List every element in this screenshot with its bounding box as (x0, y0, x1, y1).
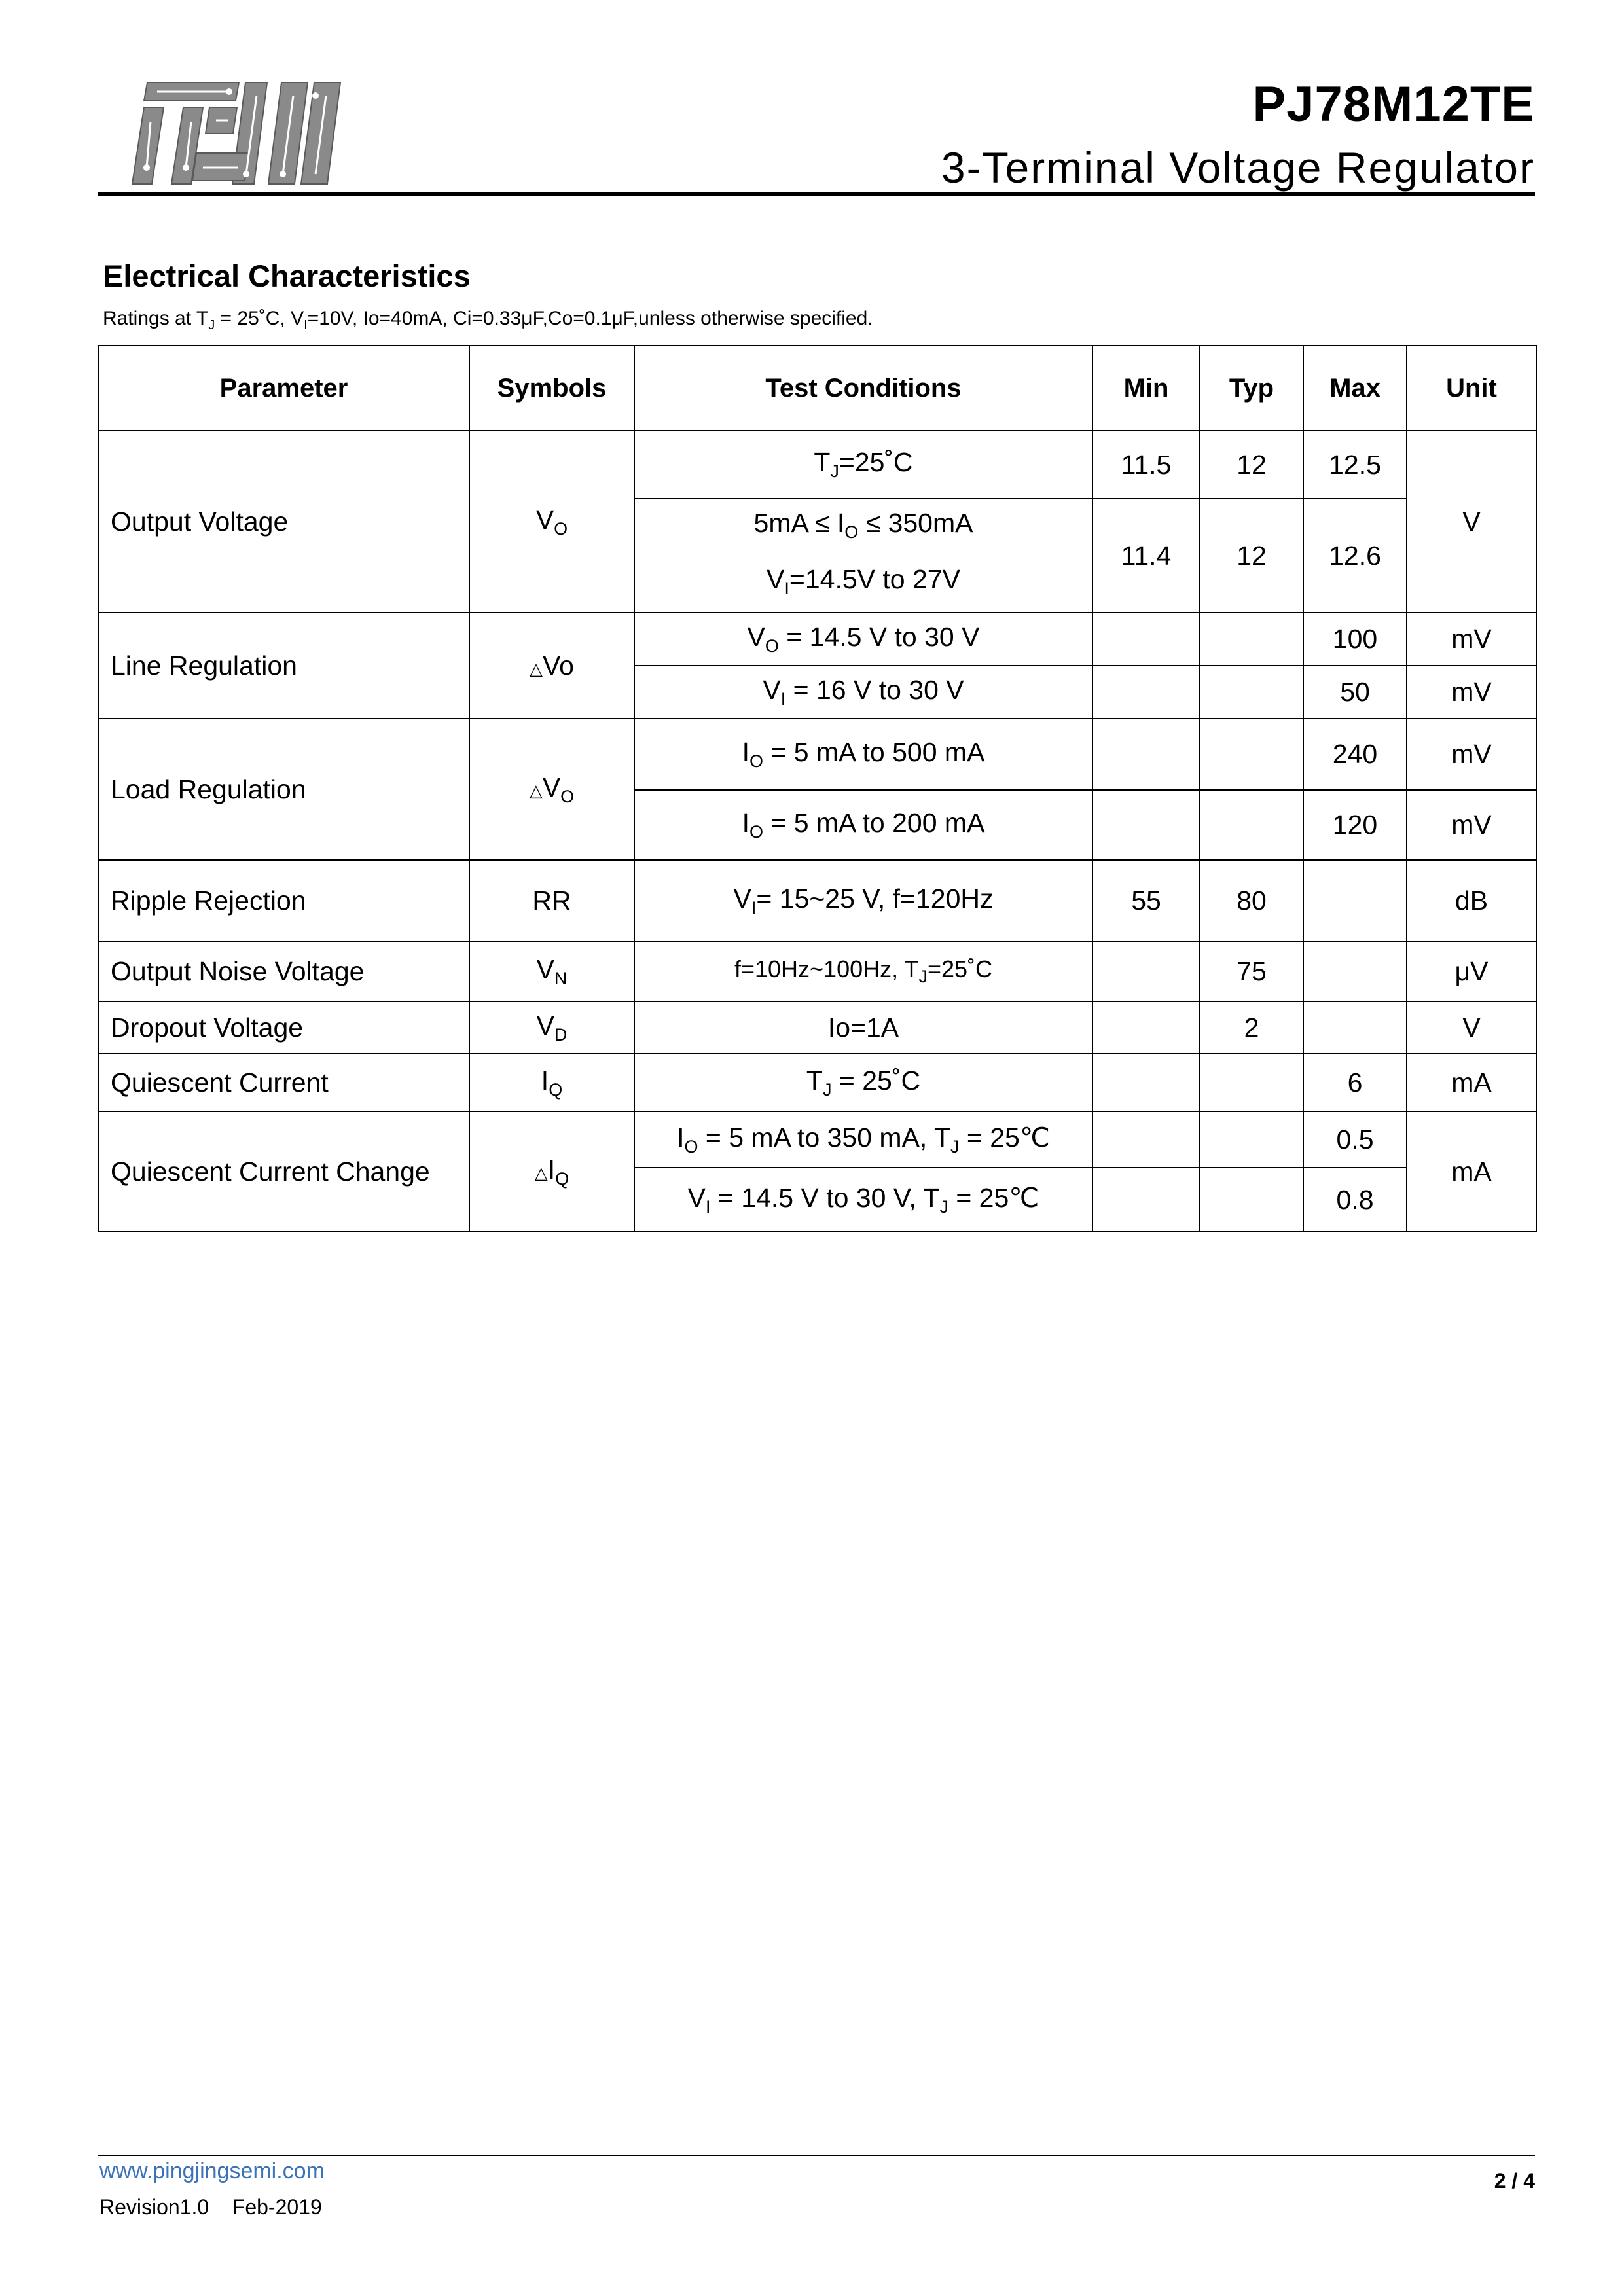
header-min: Min (1092, 346, 1200, 431)
header-divider (98, 192, 1535, 196)
unit-value: V (1407, 1001, 1536, 1054)
page-header (98, 72, 1535, 196)
max-value: 100 (1303, 613, 1407, 666)
condition: $T_J$ = 25˚C (634, 1054, 1092, 1111)
header-symbols: Symbols (469, 346, 634, 431)
max-value: 0.5 (1303, 1111, 1407, 1168)
max-value: 12.5 (1303, 431, 1407, 499)
param-output-voltage: Output Voltage (98, 431, 469, 613)
unit-value: μV (1407, 941, 1536, 1001)
symbol-iq: $I_Q$ (469, 1054, 634, 1111)
condition: $5mA \le I_O \le 350mA$ $V_I=14.5V$ to 27V (634, 499, 1092, 613)
condition: $V_O = 14.5$ V to 30 V (634, 613, 1092, 666)
footer-website-link[interactable]: www.pingjingsemi.com (99, 2159, 325, 2183)
unit-value: mA (1407, 1111, 1536, 1232)
symbol-vn: $V_N$ (469, 941, 634, 1001)
table-row (98, 941, 1536, 1001)
unit-value: mV (1407, 719, 1536, 790)
param-load-regulation: Load Regulation (98, 719, 469, 860)
param-line-regulation: Line Regulation (98, 613, 469, 719)
min-value: 55 (1092, 860, 1200, 941)
max-value: 12.6 (1303, 499, 1407, 613)
typ-value (1200, 1111, 1303, 1168)
min-value (1092, 1054, 1200, 1111)
unit-value: dB (1407, 860, 1536, 941)
param-ripple-rejection: Ripple Rejection (98, 860, 469, 941)
min-value: 11.5 (1092, 431, 1200, 499)
condition: $V_I = 14.5$ V to 30 V, $T_J$ = 25℃ (634, 1168, 1092, 1232)
min-value (1092, 1168, 1200, 1232)
ratings-note: Ratings at $T_J$ = 25˚C, $V_I=10V$, Io=40mA, Ci=0.33μF,Co=0.1μF,unless otherwise specified. (103, 308, 873, 332)
symbol-delta-iq: $\triangle I_Q$ (469, 1111, 634, 1232)
typ-value (1200, 1054, 1303, 1111)
param-quiescent-current: Quiescent Current (98, 1054, 469, 1111)
min-value (1092, 613, 1200, 666)
max-value: 6 (1303, 1054, 1407, 1111)
max-value: 50 (1303, 666, 1407, 719)
param-quiescent-current-change: Quiescent Current Change (98, 1111, 469, 1232)
unit-value: V (1407, 431, 1536, 613)
footer-divider (98, 2155, 1535, 2156)
electrical-characteristics-table (98, 345, 1537, 1232)
table-row (98, 431, 1536, 499)
max-value: 0.8 (1303, 1168, 1407, 1232)
header-typ: Typ (1200, 346, 1303, 431)
header-test-conditions: Test Conditions (634, 346, 1092, 431)
min-value: 11.4 (1092, 499, 1200, 613)
typ-value (1200, 666, 1303, 719)
condition: $I_O = 5$ mA to 500 mA (634, 719, 1092, 790)
table-row (98, 1054, 1536, 1111)
table-row (98, 860, 1536, 941)
condition: Io=1A (634, 1001, 1092, 1054)
unit-value: mA (1407, 1054, 1536, 1111)
condition: f=10Hz~100Hz, $T_J=25˚C$ (634, 941, 1092, 1001)
condition: $I_O = 5$ mA to 350 mA, $T_J$ = 25℃ (634, 1111, 1092, 1168)
typ-value (1200, 1168, 1303, 1232)
document-title: 3-Terminal Voltage Regulator (941, 143, 1535, 192)
symbol-vd: $V_D$ (469, 1001, 634, 1054)
param-dropout-voltage: Dropout Voltage (98, 1001, 469, 1054)
table-row (98, 719, 1536, 790)
min-value (1092, 941, 1200, 1001)
section-title: Electrical Characteristics (103, 259, 471, 293)
symbol-delta-vo: △Vo (469, 613, 634, 719)
min-value (1092, 719, 1200, 790)
min-value (1092, 1001, 1200, 1054)
max-value (1303, 860, 1407, 941)
param-output-noise-voltage: Output Noise Voltage (98, 941, 469, 1001)
unit-value: mV (1407, 790, 1536, 860)
typ-value: 75 (1200, 941, 1303, 1001)
typ-value: 12 (1200, 499, 1303, 613)
typ-value (1200, 790, 1303, 860)
typ-value: 2 (1200, 1001, 1303, 1054)
part-number: PJ78M12TE (1252, 77, 1535, 132)
symbol-delta-vo: $\triangle V_O$ (469, 719, 634, 860)
unit-value: mV (1407, 613, 1536, 666)
min-value (1092, 1111, 1200, 1168)
unit-value: mV (1407, 666, 1536, 719)
table-header-row (98, 346, 1536, 431)
min-value (1092, 666, 1200, 719)
footer-revision: Revision1.0 Feb-2019 (99, 2195, 322, 2219)
condition: $V_I = 16$ V to 30 V (634, 666, 1092, 719)
page-number: 2 / 4 (1494, 2169, 1535, 2193)
symbol-vo: $V_O$ (469, 431, 634, 613)
header-unit: Unit (1407, 346, 1536, 431)
typ-value (1200, 719, 1303, 790)
header-parameter: Parameter (98, 346, 469, 431)
max-value: 120 (1303, 790, 1407, 860)
typ-value (1200, 613, 1303, 666)
max-value (1303, 1001, 1407, 1054)
company-logo (118, 76, 406, 187)
symbol-rr: RR (469, 860, 634, 941)
header-max: Max (1303, 346, 1407, 431)
table-row (98, 613, 1536, 666)
condition: $T_J=25˚C$ (634, 431, 1092, 499)
condition: $V_I=$ 15~25 V, f=120Hz (634, 860, 1092, 941)
max-value (1303, 941, 1407, 1001)
table-row (98, 1001, 1536, 1054)
condition: $I_O = 5$ mA to 200 mA (634, 790, 1092, 860)
typ-value: 12 (1200, 431, 1303, 499)
typ-value: 80 (1200, 860, 1303, 941)
min-value (1092, 790, 1200, 860)
max-value: 240 (1303, 719, 1407, 790)
table-row (98, 1111, 1536, 1168)
